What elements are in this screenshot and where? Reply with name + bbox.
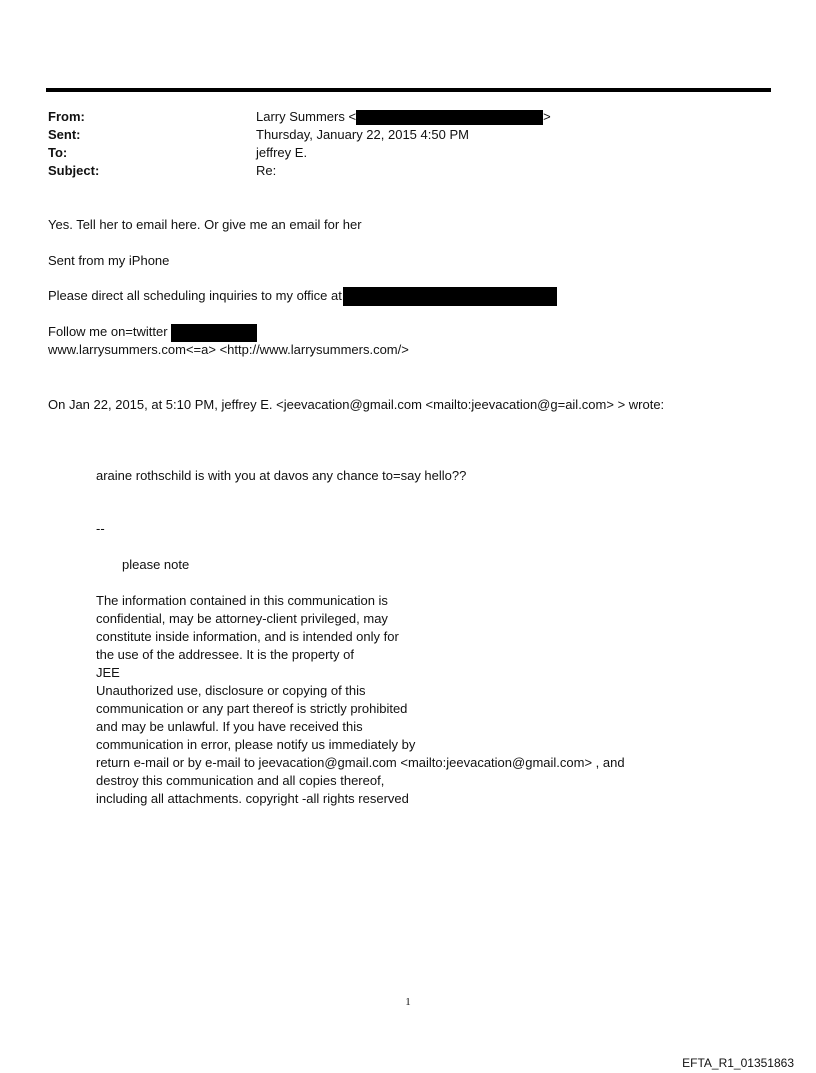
redaction-block	[343, 287, 557, 306]
disclaimer-line: constitute inside information, and is intended only for	[96, 629, 399, 644]
disclaimer-line: and may be unlawful. If you have received this	[96, 719, 363, 734]
email-header	[48, 108, 748, 188]
disclaimer-line: JEE	[96, 665, 120, 680]
quote-intro: On Jan 22, 2015, at 5:10 PM, jeffrey E. <jeevacation@gmail.com <mailto:jeevacation@g=ail.com> > wrote:	[48, 397, 665, 412]
scheduling-text: Please direct all scheduling inquiries to my office at	[48, 288, 342, 303]
disclaimer-line: destroy this communication and all copies thereof,	[96, 773, 385, 788]
quoted-message: araine rothschild is with you at davos any chance to=say hello??	[96, 468, 467, 483]
redaction-block	[356, 110, 543, 125]
disclaimer-line: return e-mail or by e-mail to jeevacation@gmail.com <mailto:jeevacation@gmail.com> , and	[96, 755, 625, 770]
from-row	[48, 108, 748, 126]
disclaimer-line: Unauthorized use, disclosure or copying of this	[96, 683, 366, 698]
disclaimer-line: including all attachments. copyright -all rights reserved	[96, 791, 409, 806]
subject-value: Re:	[256, 163, 277, 178]
from-value	[256, 108, 551, 126]
from-label: From:	[48, 109, 85, 124]
subject-label: Subject:	[48, 163, 100, 178]
disclaimer-line: communication in error, please notify us immediately by	[96, 737, 416, 752]
body-line-twitter	[48, 323, 257, 342]
disclaimer-line: The information contained in this communication is	[96, 593, 388, 608]
to-value: jeffrey E.	[256, 145, 308, 160]
header-rule	[46, 88, 771, 92]
subject-row	[48, 162, 748, 180]
sent-row	[48, 126, 748, 144]
from-name: Larry Summers <	[256, 109, 357, 124]
body-line-reply: Yes. Tell her to email here. Or give me an email for her	[48, 217, 362, 232]
to-label: To:	[48, 145, 68, 160]
disclaimer-line: confidential, may be attorney-client privileged, may	[96, 611, 388, 626]
disclaimer-line: the use of the addressee. It is the property of	[96, 647, 354, 662]
body-line-scheduling	[48, 287, 557, 306]
sent-value: Thursday, January 22, 2015 4:50 PM	[256, 127, 469, 142]
body-line-signature: Sent from my iPhone	[48, 253, 170, 268]
redaction-block	[171, 324, 257, 342]
page-number: 1	[405, 996, 411, 1008]
body-line-website: www.larrysummers.com<=a> <http://www.larrysummers.com/>	[48, 342, 409, 357]
to-row	[48, 144, 748, 162]
signature-separator: --	[96, 521, 105, 536]
sent-label: Sent:	[48, 127, 81, 142]
document-id: EFTA_R1_01351863	[682, 1056, 794, 1070]
please-note: please note	[122, 557, 190, 572]
disclaimer-line: communication or any part thereof is strictly prohibited	[96, 701, 408, 716]
disclaimer	[96, 592, 625, 808]
from-close: >	[543, 109, 551, 124]
twitter-text: Follow me on=twitter	[48, 324, 168, 339]
